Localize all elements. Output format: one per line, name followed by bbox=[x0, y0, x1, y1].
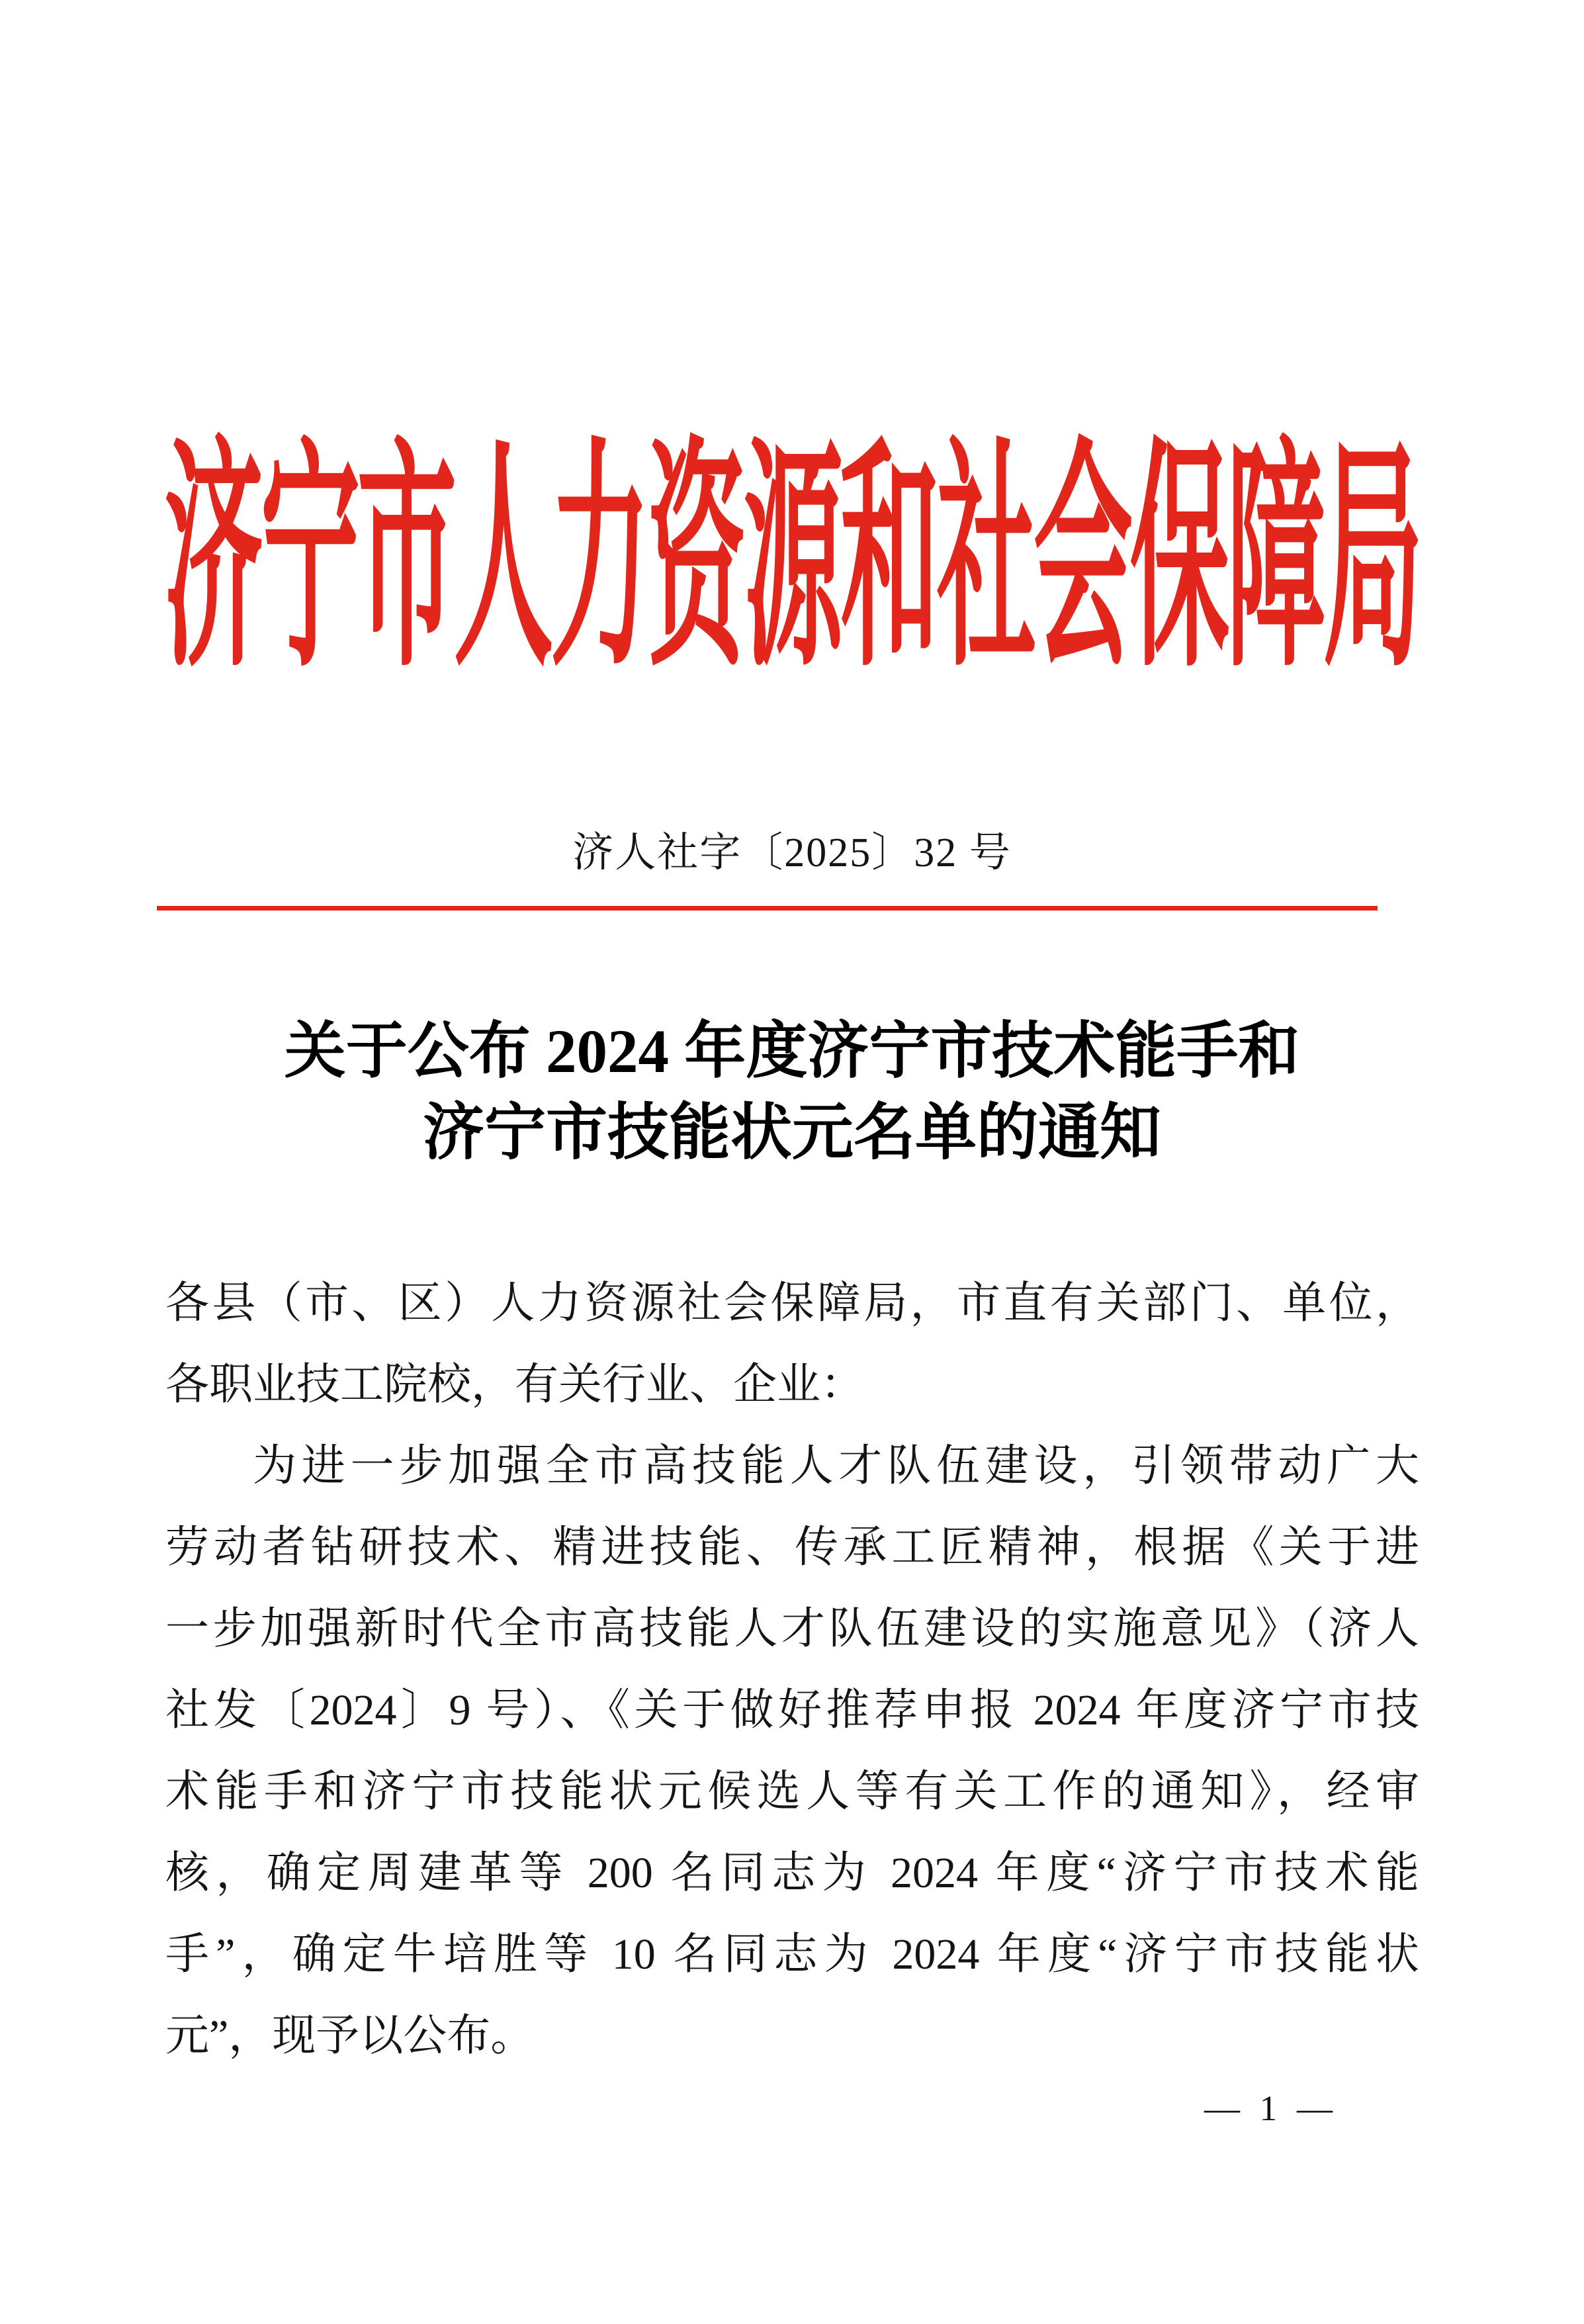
agency-name-header: 济宁市人力资源和社会保障局 bbox=[163, 426, 1420, 696]
document-title bbox=[0, 1011, 1584, 1174]
body-text-line: 手”，确定牛培胜等 10 名同志为 2024 年度“济宁市技能状 bbox=[165, 1930, 1419, 1979]
document-body bbox=[165, 1263, 1419, 2077]
red-divider-line bbox=[157, 906, 1378, 911]
body-text-line: 各县（市、区）人力资源社会保障局，市直有关部门、单位， bbox=[165, 1279, 1419, 1327]
document-number: 济人社字〔2025〕32 号 bbox=[572, 830, 1012, 875]
body-text-line: 元”，现予以公布。 bbox=[165, 2012, 535, 2060]
red-header-band bbox=[0, 426, 1584, 696]
document-title-line2: 济宁市技能状元名单的通知 bbox=[423, 1099, 1161, 1167]
body-text-line: 各职业技工院校，有关行业、企业： bbox=[165, 1361, 864, 1409]
page-number: — 1 — bbox=[1204, 2088, 1338, 2128]
body-text-line: 核，确定周建革等 200 名同志为 2024 年度“济宁市技术能 bbox=[165, 1849, 1419, 1897]
body-text-line: 社发〔2024〕9 号）、《关于做好推荐申报 2024 年度济宁市技 bbox=[165, 1686, 1419, 1734]
body-text-line: 一步加强新时代全市高技能人才队伍建设的实施意见》（济人 bbox=[165, 1605, 1419, 1653]
body-text-line: 为进一步加强全市高技能人才队伍建设，引领带动广大 bbox=[253, 1442, 1419, 1490]
body-text-line: 劳动者钻研技术、精进技能、传承工匠精神，根据《关于进 bbox=[165, 1523, 1419, 1572]
document-title-line1: 关于公布 2024 年度济宁市技术能手和 bbox=[284, 1018, 1300, 1086]
body-text-line: 术能手和济宁市技能状元候选人等有关工作的通知》，经审 bbox=[165, 1767, 1419, 1816]
